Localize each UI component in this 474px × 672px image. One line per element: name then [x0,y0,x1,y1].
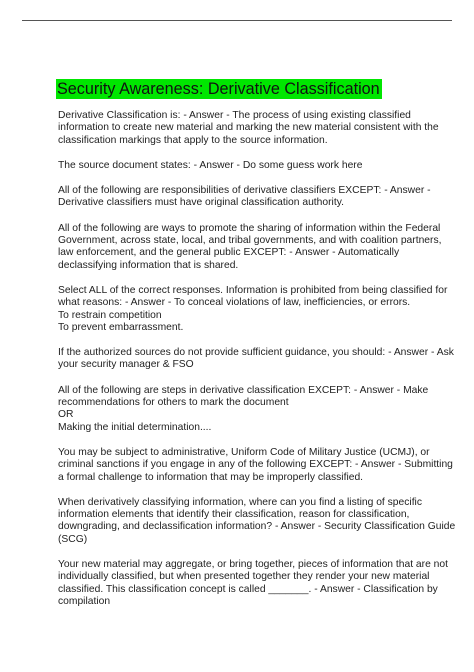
text-line: Derivative classifiers must have original classification authority. [58,197,344,209]
text-line: All of the following are responsibilities of derivative classifiers EXCEPT: - Answer - [58,185,431,197]
text-line: your security manager & FSO [58,359,194,371]
text-line: The source document states: - Answer - Do some guess work here [58,159,363,171]
qa-paragraph [58,284,448,334]
text-line: OR [58,409,74,421]
text-line: Making the initial determination.... [58,421,212,433]
text-line: Select ALL of the correct responses. Information is prohibited from being classified for [58,284,448,296]
text-line: (SCG) [58,533,88,545]
qa-paragraph [58,110,439,147]
header-divider [22,20,452,21]
text-line: To restrain competition [58,309,162,321]
qa-paragraph [58,160,428,172]
text-line: classified. This classification concept is called _______. - Answer - Classification by [58,583,438,595]
text-line: Government, across state, local, and tribal governments, and with coalition partners, [58,235,442,247]
text-line: All of the following are steps in derivative classification EXCEPT: - Answer - Make [58,384,429,396]
text-line: declassifying information that is shared. [58,259,239,271]
text-line: When derivatively classifying information, where can you find a listing of specific [58,496,422,508]
qa-paragraph [58,385,428,434]
document-title: Security Awareness: Derivative Classification [57,80,380,98]
document-body [58,110,456,621]
text-line: what reasons: - Answer - To conceal violations of law, inefficiencies, or errors. [58,297,411,309]
text-line: information to create new material and marking the new material consistent with the [58,122,439,134]
text-line: a formal challenge to information that may be improperly classified. [58,471,364,483]
text-line: Your new material may aggregate, or bring together, pieces of information that are not [58,559,448,571]
text-line: compilation [58,595,111,607]
text-line: recommendations for others to mark the document [58,397,289,409]
text-line: information elements that identify their classification, reason for classification, [58,509,410,521]
text-line: downgrading, and declassification information? - Answer - Security Classification Guide [58,521,456,533]
qa-paragraph [58,185,431,210]
qa-paragraph [58,222,442,272]
qa-paragraph [58,559,448,608]
text-line: classification markings that apply to the source information. [58,134,328,146]
text-line: individually classified, but when presented together they render your new material [58,571,430,583]
text-line: criminal sanctions if you engage in any of the following EXCEPT: - Answer - Submitting [58,459,453,471]
text-line: To prevent embarrassment. [58,321,184,333]
text-line: Derivative Classification is: - Answer - The process of using existing classified [58,110,411,121]
text-line: You may be subject to administrative, Uniform Code of Military Justice (UCMJ), or [58,446,430,458]
text-line: law enforcement, and the general public EXCEPT: - Answer - Automatically [58,247,400,259]
qa-paragraph [58,446,453,484]
text-line: All of the following are ways to promote the sharing of information within the Federal [58,222,441,234]
qa-paragraph [58,496,456,546]
qa-paragraph [58,347,454,372]
text-line: If the authorized sources do not provide sufficient guidance, you should: - Answer - Ask [58,347,454,359]
